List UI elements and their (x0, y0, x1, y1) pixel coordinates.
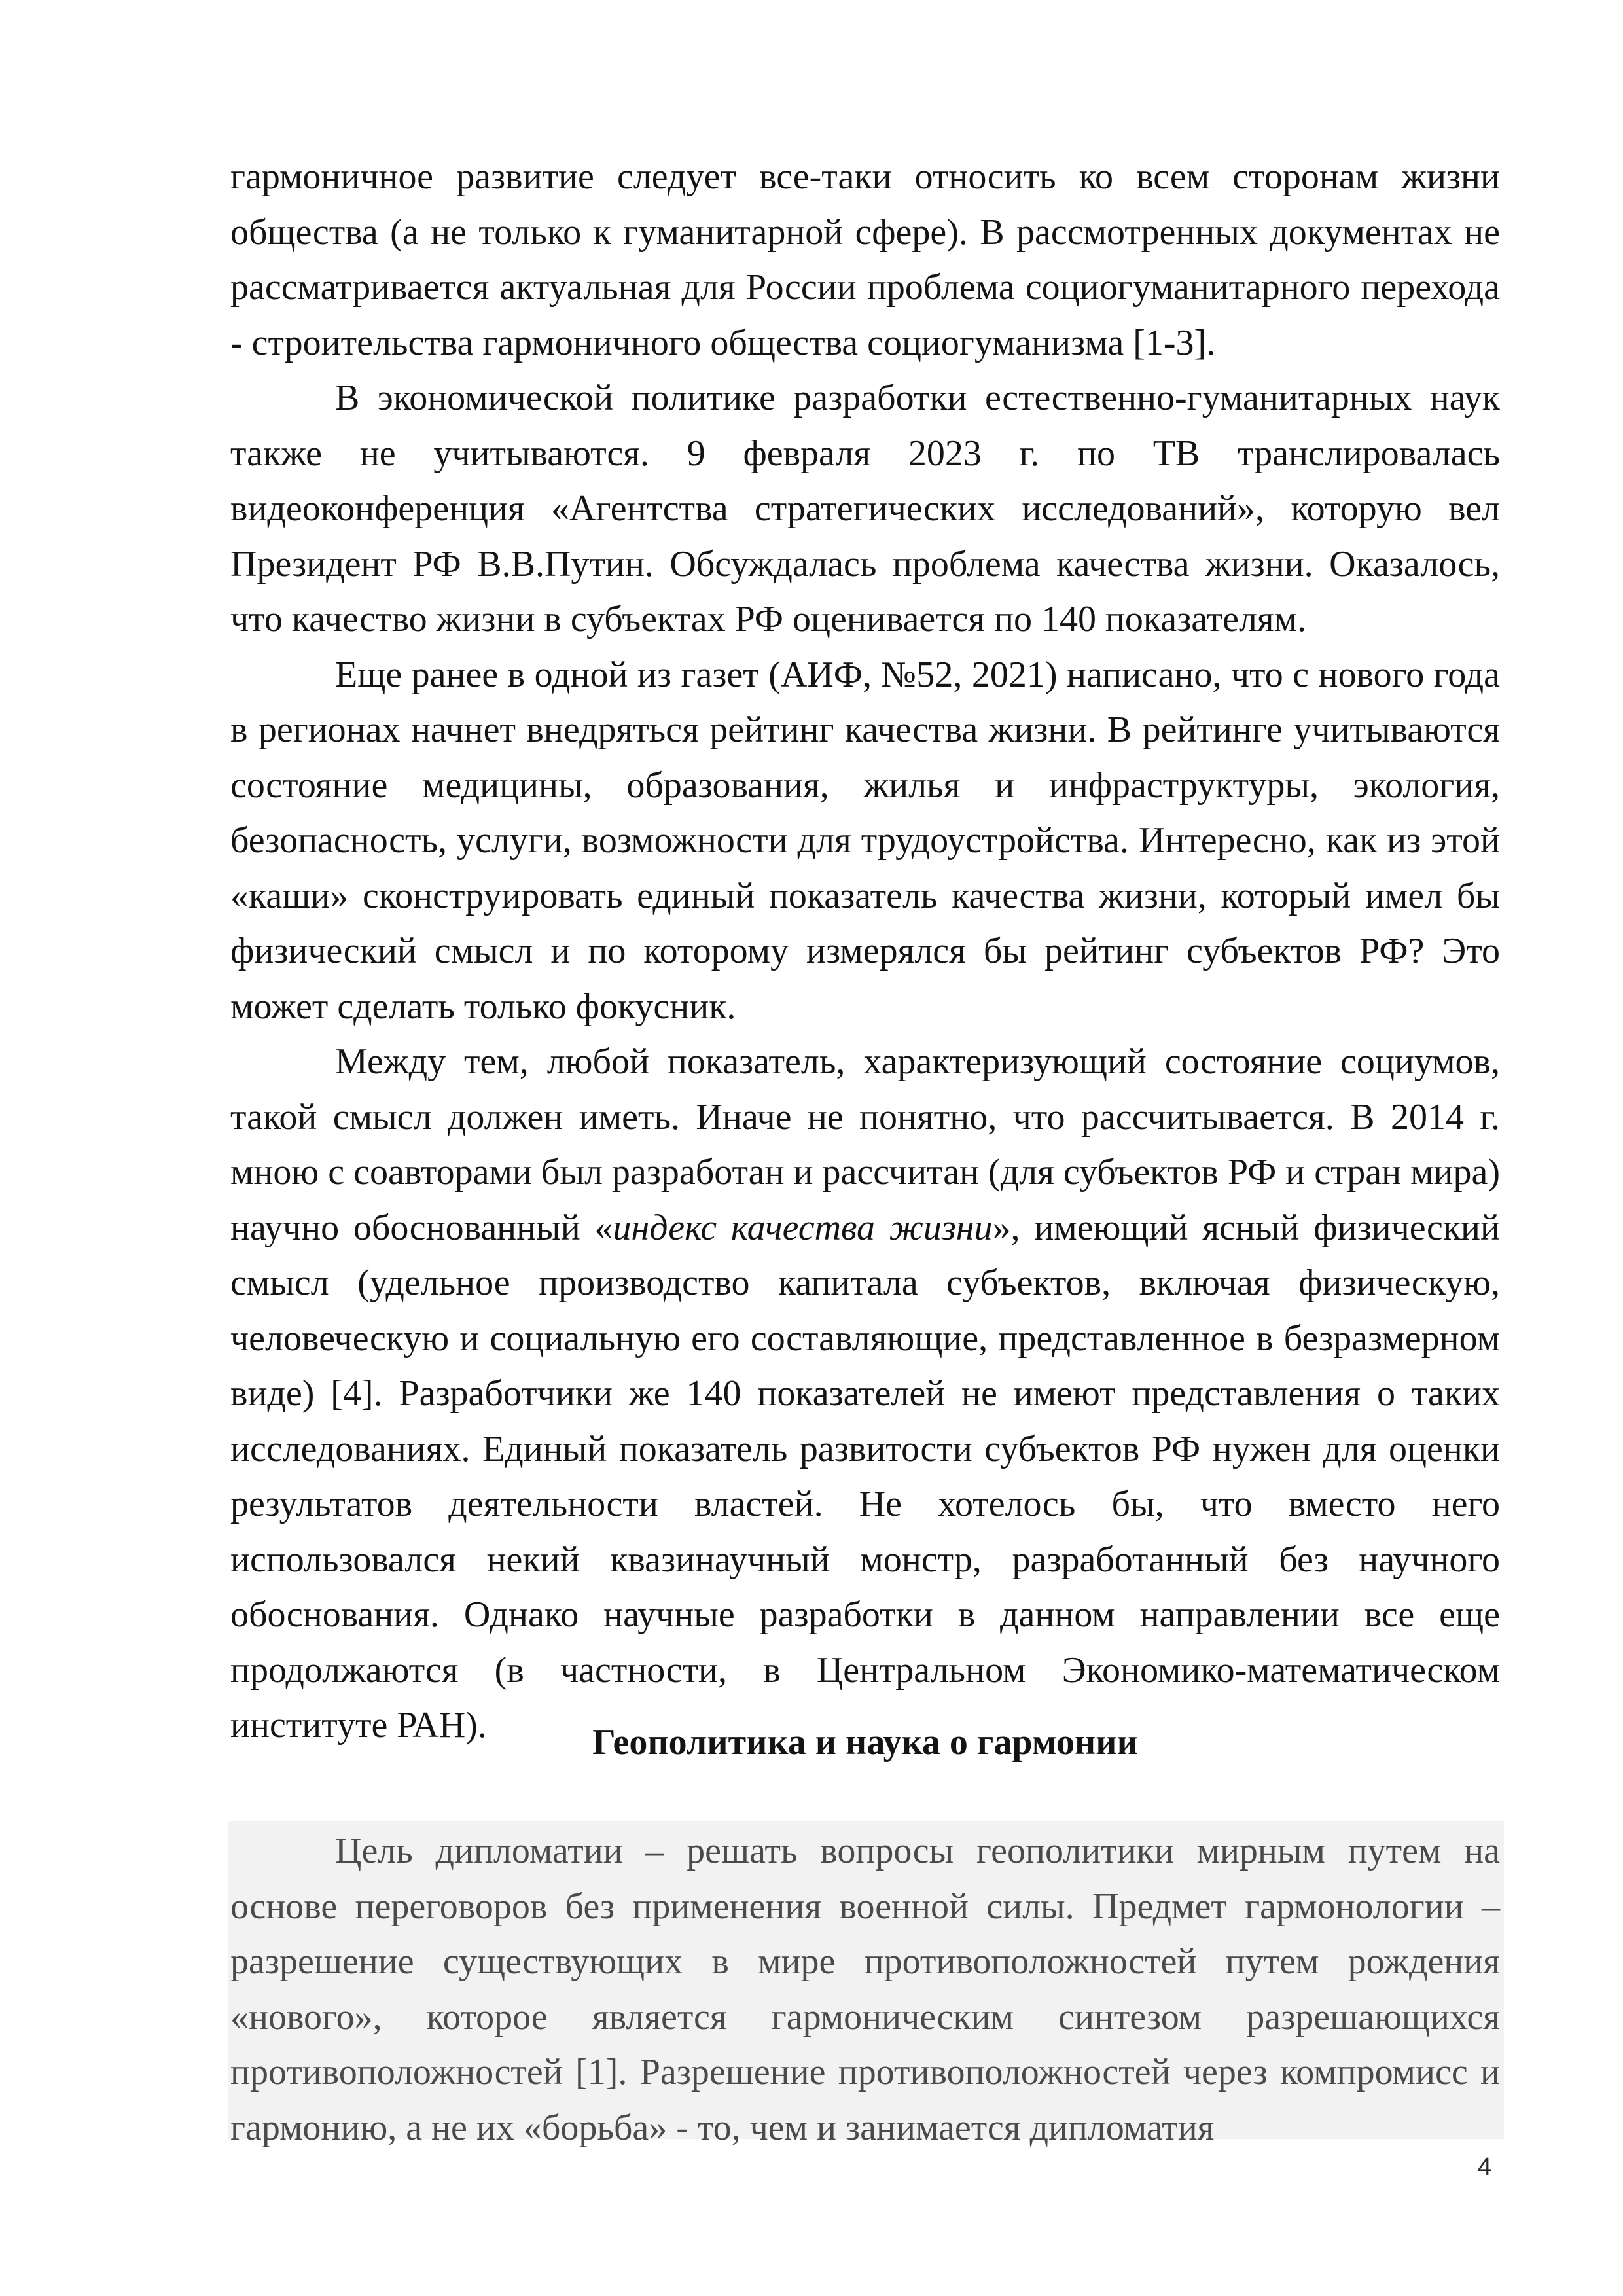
paragraph-3-text: Еще ранее в одной из газет (АИФ, №52, 2021) написано, что с нового года в регионах начнет внедряться рейтинг качества жизни. В рейтинге учитываются состояние медицины, образования, жилья и инфраструктуры, экология, безопасность, услуги, возможности для трудоустройства. Интересно, как из этой «каши» сконструировать единый показатель качества жизни, который имел бы физический смысл и по которому измерялся бы рейтинг субъектов РФ? Это может сделать только фокусник. (230, 654, 1500, 1027)
paragraph-1 (230, 149, 1500, 370)
paragraph-2-text: В экономической политике разработки естественно-гуманитарных наук также не учитываются. 9 февраля 2023 г. по ТВ транслировалась видеоконференция «Агентства стратегических исследований», которую вел Президент РФ В.В.Путин. Обсуждалась проблема качества жизни. Оказалось, что качество жизни в субъектах РФ оценивается по 140 показателям. (230, 378, 1500, 639)
paragraph-4 (230, 1034, 1500, 1753)
paragraph-2 (230, 370, 1500, 647)
paragraph-1-text: гармоничное развитие следует все-таки относить ко всем сторонам жизни общества (а не только к гуманитарной сфере). В рассмотренных документах не рассматривается актуальная для России проблема социогуманитарного перехода - строительства гармоничного общества социогуманизма [1-3]. (230, 156, 1500, 363)
paragraph-3 (230, 647, 1500, 1035)
paragraph-4-text-start: Между тем, любой показатель, характеризующий состояние социумов, такой смысл должен иметь. Иначе не понятно, что рассчитывается. В 2014 г. мною с соавторами был разработан и рассчитан (для субъектов РФ и стран мира) научно обоснованный « (230, 1041, 1500, 1248)
paragraph-4-text-end: », имеющий ясный физический смысл (удельное производство капитала субъектов, включая физическую, человеческую и социальную его составляющие, представленное в безразмерном виде) [4]. Разработчики же 140 показателей не имеют представления о таких исследованиях. Единый показатель развитости субъектов РФ нужен для оценки результатов деятельности властей. Не хотелось бы, что вместо него использовался некий квазинаучный монстр, разработанный без научного обоснования. Однако научные разработки в данном направлении все еще продолжаются (в частности, в Центральном Экономико-математическом институте РАН). (230, 1207, 1500, 1746)
page-number: 4 (1478, 2153, 1492, 2181)
section-heading: Геополитика и наука о гармонии (592, 1722, 1138, 1763)
section-body-text (230, 1823, 1500, 2155)
quality-of-life-index-term: индекс качества жизни (613, 1207, 993, 1248)
body-text (230, 149, 1500, 1753)
section-paragraph: Цель дипломатии – решать вопросы геополитики мирным путем на основе переговоров без применения военной силы. Предмет гармонологии – разрешение существующих в мире противоположностей путем рождения «нового», которое является гармоническим синтезом разрешающихся противоположностей [1]. Разрешение противоположностей через компромисс и гармонию, а не их «борьба» - то, чем и занимается дипломатия (230, 1831, 1500, 2148)
